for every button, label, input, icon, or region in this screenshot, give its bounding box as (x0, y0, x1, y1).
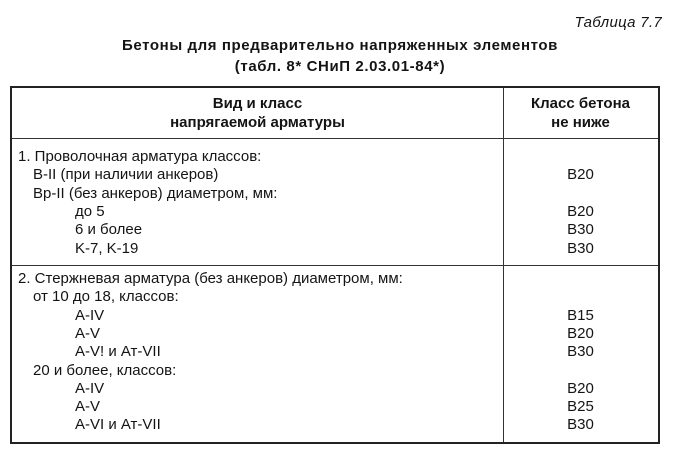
header-concrete-class-line2: не ниже (551, 114, 610, 131)
table-row (12, 185, 658, 203)
reinforcement-label: K-7, K-19 (75, 239, 139, 257)
table-row (12, 240, 658, 258)
reinforcement-label: B-II (при наличии анкеров) (33, 166, 219, 184)
concrete-class-value: B25 (567, 398, 594, 416)
table-row (12, 166, 658, 184)
table-number: Таблица 7.7 (574, 14, 662, 31)
reinforcement-label: от 10 до 18, классов: (33, 288, 179, 306)
concrete-class-value: B30 (567, 416, 594, 434)
reinforcement-label: A-V (75, 324, 101, 342)
header-reinforcement-type (12, 94, 503, 132)
reinforcement-label: A-V! и Ат-VII (75, 343, 161, 361)
table-row (12, 362, 658, 380)
concrete-class-value: B20 (567, 202, 594, 220)
reinforcement-label: 6 и более (75, 221, 143, 239)
concrete-class-value: B30 (567, 239, 594, 257)
concrete-class-value: B30 (567, 221, 594, 239)
table-row (12, 288, 658, 306)
concrete-class-value: B20 (567, 324, 594, 342)
concrete-class-value: B20 (567, 166, 594, 184)
concrete-class-table (10, 86, 660, 444)
header-reinforcement-type-line1: Вид и класс (212, 95, 303, 112)
reinforcement-label: до 5 (75, 202, 105, 220)
table-row (12, 148, 658, 166)
table-row (12, 416, 658, 434)
reinforcement-label: A-VI и Ат-VII (75, 416, 161, 434)
table-caption-line2: (табл. 8* СНиП 2.03.01-84*) (234, 58, 446, 75)
section-divider (12, 265, 658, 266)
table-row (12, 307, 658, 325)
header-divider (12, 138, 658, 139)
table-row (12, 270, 658, 288)
reinforcement-label: A-V (75, 398, 101, 416)
table-row (12, 203, 658, 221)
table-row (12, 221, 658, 239)
concrete-class-value: B15 (567, 306, 594, 324)
reinforcement-label: 1. Проволочная арматура классов: (18, 148, 262, 165)
reinforcement-label: Bp-II (без анкеров) диаметром, мм: (33, 184, 278, 202)
reinforcement-label: 20 и более, классов: (33, 361, 177, 379)
reinforcement-label: A-IV (75, 306, 105, 324)
table-caption-line1: Бетоны для предварительно напряженных элементов (122, 37, 558, 54)
concrete-class-value: B20 (567, 379, 594, 397)
table-row (12, 343, 658, 361)
table-row (12, 380, 658, 398)
reinforcement-label: A-IV (75, 379, 105, 397)
table-row (12, 325, 658, 343)
reinforcement-label: 2. Стержневая арматура (без анкеров) диаметром, мм: (18, 270, 403, 287)
header-reinforcement-type-line2: напрягаемой арматуры (170, 114, 345, 131)
header-concrete-class (503, 94, 658, 132)
concrete-class-value: B30 (567, 343, 594, 361)
table-row (12, 398, 658, 416)
header-concrete-class-line1: Класс бетона (530, 95, 630, 112)
